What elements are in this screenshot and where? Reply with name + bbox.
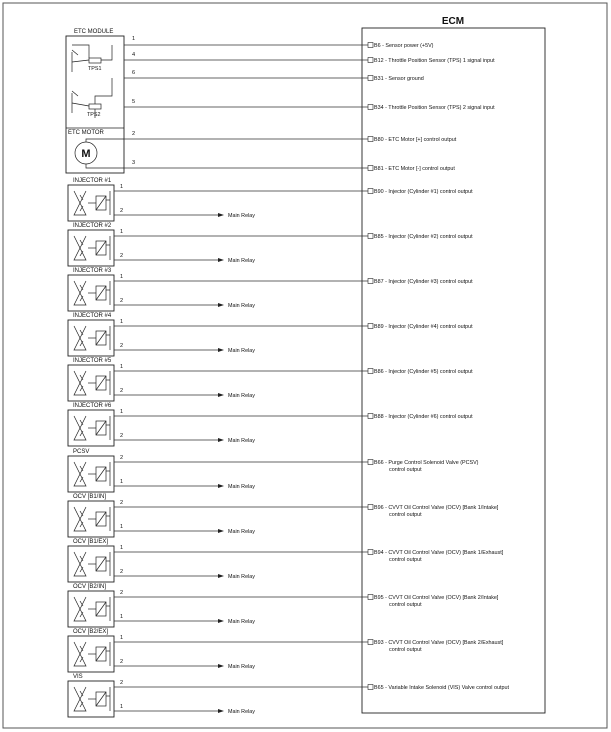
actuator-top-pin: 1 (120, 274, 124, 280)
main-relay-label: Main Relay (228, 664, 255, 670)
actuator-label: OCV [B1/IN] (73, 494, 107, 500)
main-relay-label: Main Relay (228, 393, 255, 399)
actuator-bottom-pin: 1 (120, 479, 124, 485)
ecm-terminal-label: B66 - Purge Control Solenoid Valve (PCSV) (374, 460, 479, 466)
ecm-terminal-label-cont: control output (389, 557, 422, 563)
ecm-title: ECM (441, 16, 465, 27)
ecm-terminal-label-cont: control output (389, 647, 422, 653)
actuator-bottom-pin: 2 (120, 569, 124, 575)
ecm-terminal-label: B87 - Injector (Cylinder #3) control output (374, 279, 473, 285)
etc-pin-2: 2 (132, 131, 136, 137)
arrow-icon (218, 709, 224, 713)
etc-module (66, 29, 124, 173)
ecm-terminal-label: B6 - Sensor power (+5V) (374, 43, 434, 49)
actuator-top-pin: 2 (120, 680, 124, 686)
ecm-terminal-b88 (368, 414, 473, 421)
actuator-5 (68, 403, 368, 446)
ecm-terminal-label: B31 - Sensor ground (374, 76, 424, 82)
etc-pin-1: 1 (132, 36, 136, 42)
main-relay-label: Main Relay (228, 303, 255, 309)
ecm-terminal-label: B80 - ETC Motor [+] control output (374, 137, 457, 143)
actuator-bottom-pin: 2 (120, 343, 124, 349)
ecm-terminal-label: B96 - CVVT Oil Control Valve (OCV) [Bank 1/Intake] (374, 505, 499, 511)
ecm-terminal-b34 (368, 105, 495, 112)
ecm-terminal-b89 (368, 324, 473, 331)
actuator-bottom-pin: 1 (120, 704, 124, 710)
main-relay-label: Main Relay (228, 348, 255, 354)
etc-pin-6: 6 (132, 70, 136, 76)
etc-pin-3: 3 (132, 160, 136, 166)
arrow-icon (218, 348, 224, 352)
ecm-terminal-label: B85 - Injector (Cylinder #2) control output (374, 234, 473, 240)
ecm-terminal-label: B86 - Injector (Cylinder #5) control output (374, 369, 473, 375)
ecm-terminal-label: B94 - CVVT Oil Control Valve (OCV) [Bank 1/Exhaust] (374, 550, 504, 556)
actuator-bottom-pin: 2 (120, 253, 124, 259)
actuator-top-pin: 2 (120, 455, 124, 461)
ecm-terminal-label: B88 - Injector (Cylinder #6) control output (374, 414, 473, 420)
etc-motor-letter: M (81, 148, 91, 160)
ecm-terminal-b65 (368, 685, 509, 692)
ecm-terminal-b6 (368, 43, 434, 50)
ecm-terminal-label: B12 - Throttle Position Sensor (TPS) 1 signal input (374, 58, 495, 64)
actuator-9 (68, 584, 368, 627)
actuator-bottom-pin: 1 (120, 614, 124, 620)
actuator-11 (68, 674, 368, 717)
actuator-2 (68, 268, 368, 311)
ecm-terminal-b85 (368, 234, 473, 241)
arrow-icon (218, 484, 224, 488)
actuator-bottom-pin: 2 (120, 433, 124, 439)
actuator-label: INJECTOR #1 (73, 178, 112, 184)
actuator-top-pin: 1 (120, 319, 124, 325)
ecm-terminal-b86 (368, 369, 473, 376)
ecm-terminal-b87 (368, 279, 473, 286)
arrow-icon (218, 213, 224, 217)
actuator-10 (68, 629, 368, 672)
etc-pin-5: 5 (132, 99, 136, 105)
actuator-6 (68, 449, 368, 492)
ecm-terminal-label: B89 - Injector (Cylinder #4) control output (374, 324, 473, 330)
ecm-terminal-label-cont: control output (389, 512, 422, 518)
actuator-label: INJECTOR #3 (73, 268, 112, 274)
actuator-top-pin: 1 (120, 635, 124, 641)
arrow-icon (218, 438, 224, 442)
actuator-8 (68, 539, 368, 582)
main-relay-label: Main Relay (228, 709, 255, 715)
ecm-terminal-label: B65 - Variable Intake Solenoid (VIS) Valve control output (374, 685, 509, 691)
arrow-icon (218, 258, 224, 262)
actuator-label: INJECTOR #6 (73, 403, 112, 409)
actuator-top-pin: 1 (120, 545, 124, 551)
arrow-icon (218, 574, 224, 578)
actuator-label: INJECTOR #2 (73, 223, 112, 229)
tps1-label: TPS1 (88, 66, 102, 72)
main-relay-label: Main Relay (228, 574, 255, 580)
main-relay-label: Main Relay (228, 213, 255, 219)
actuator-label: INJECTOR #4 (73, 313, 112, 319)
etc-wires (124, 36, 368, 168)
arrow-icon (218, 393, 224, 397)
actuator-list (68, 178, 368, 717)
actuator-label: VIS (73, 674, 83, 680)
ecm-terminal-label-cont: control output (389, 467, 422, 473)
actuator-label: OCV [B2/IN] (73, 584, 107, 590)
actuator-label: PCSV (73, 449, 90, 455)
ecm-terminal-label: B95 - CVVT Oil Control Valve (OCV) [Bank 2/Intake] (374, 595, 499, 601)
main-relay-label: Main Relay (228, 529, 255, 535)
actuator-1 (68, 223, 368, 266)
main-relay-label: Main Relay (228, 438, 255, 444)
arrow-icon (218, 664, 224, 668)
ecm-terminal-label-cont: control output (389, 602, 422, 608)
actuator-top-pin: 1 (120, 409, 124, 415)
etc-module-label: ETC MODULE (74, 29, 114, 35)
ecm-terminal-label: B90 - Injector (Cylinder #1) control output (374, 189, 473, 195)
ecm-terminal-b90 (368, 189, 473, 196)
ecm-terminal-b12 (368, 58, 495, 65)
actuator-0 (68, 178, 368, 221)
main-relay-label: Main Relay (228, 484, 255, 490)
ecm-terminal-b80 (368, 137, 457, 144)
actuator-top-pin: 1 (120, 364, 124, 370)
actuator-label: INJECTOR #5 (73, 358, 112, 364)
ecm-terminal-label: B93 - CVVT Oil Control Valve (OCV) [Bank 2/Exhaust] (374, 640, 504, 646)
main-relay-label: Main Relay (228, 258, 255, 264)
ecm-terminal-label: B81 - ETC Motor [-] control output (374, 166, 455, 172)
etc-motor-label: ETC MOTOR (68, 130, 104, 136)
ecm-terminal-b31 (368, 76, 424, 83)
actuator-top-pin: 2 (120, 590, 124, 596)
actuator-7 (68, 494, 368, 537)
tps2-label: TPS2 (87, 112, 101, 118)
actuator-bottom-pin: 2 (120, 298, 124, 304)
arrow-icon (218, 619, 224, 623)
actuator-top-pin: 2 (120, 500, 124, 506)
actuator-bottom-pin: 1 (120, 524, 124, 530)
actuator-4 (68, 358, 368, 401)
main-relay-label: Main Relay (228, 619, 255, 625)
actuator-top-pin: 1 (120, 229, 124, 235)
actuator-3 (68, 313, 368, 356)
actuator-label: OCV [B2/EX] (73, 629, 109, 635)
actuator-bottom-pin: 2 (120, 208, 124, 214)
etc-pin-4: 4 (132, 52, 136, 58)
ecm-terminal-label: B34 - Throttle Position Sensor (TPS) 2 signal input (374, 105, 495, 111)
actuator-bottom-pin: 2 (120, 388, 124, 394)
actuator-bottom-pin: 2 (120, 659, 124, 665)
actuator-top-pin: 1 (120, 184, 124, 190)
arrow-icon (218, 529, 224, 533)
actuator-label: OCV [B1/EX] (73, 539, 109, 545)
arrow-icon (218, 303, 224, 307)
ecm-terminal-b81 (368, 166, 455, 173)
